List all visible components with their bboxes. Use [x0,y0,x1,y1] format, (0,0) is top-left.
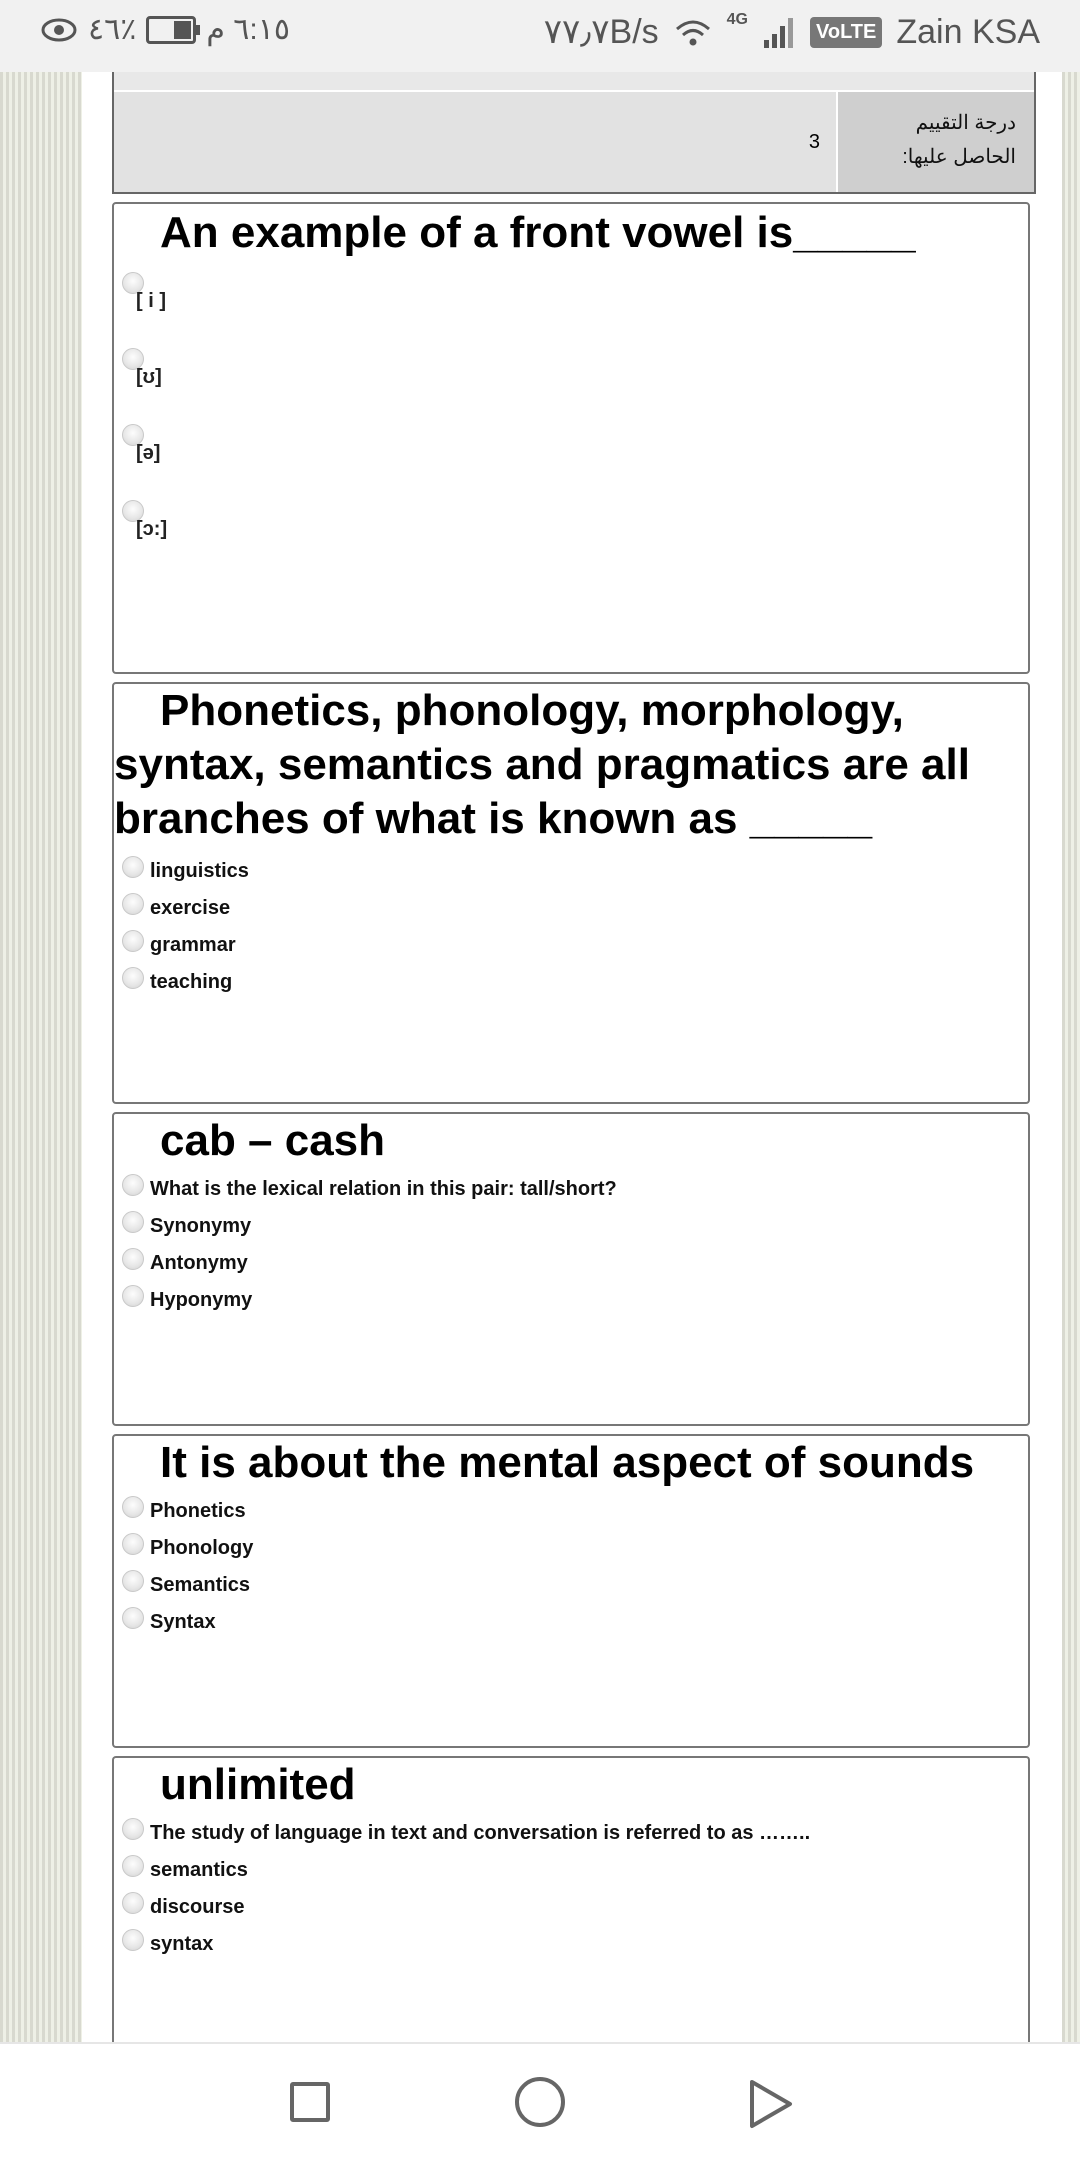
option-row[interactable] [114,893,1028,930]
left-decorative-stripe [0,72,82,2042]
question-card-4 [112,1434,1030,1748]
recent-apps-button[interactable] [290,2082,330,2122]
option-label: Syntax [150,1611,216,1633]
system-navigation-bar [0,2042,1080,2162]
option-label: semantics [150,1859,248,1881]
radio-button[interactable] [122,1211,144,1233]
option-row[interactable] [114,1570,1028,1607]
options-list [114,1174,1028,1322]
option-row[interactable] [114,930,1028,967]
eye-icon [40,17,78,43]
option-row[interactable] [114,1607,1028,1644]
status-bar [0,0,1080,72]
status-left [40,12,290,47]
option-label: [ʊ] [136,366,162,388]
radio-button[interactable] [122,1248,144,1270]
option-row[interactable] [114,1818,1028,1855]
grade-label: درجة التقييم الحاصل عليها: [836,92,1034,192]
option-row[interactable] [114,1285,1028,1322]
question-card-2 [112,682,1030,1104]
radio-button[interactable] [122,967,144,989]
home-button[interactable] [515,2077,565,2127]
right-decorative-stripe [1062,72,1080,2042]
status-right [544,12,1040,52]
radio-button[interactable] [122,1818,144,1840]
option-label: exercise [150,897,231,919]
option-label: Phonetics [150,1500,246,1522]
back-button[interactable] [748,2079,794,2129]
question-title: cab – cash [160,1116,386,1165]
question-title: It is about the mental aspect of sounds [160,1438,975,1487]
radio-button[interactable] [122,1855,144,1877]
option-row[interactable] [114,1496,1028,1533]
option-label: [ə] [136,442,161,464]
option-label: syntax [150,1933,214,1955]
question-card-3 [112,1112,1030,1426]
option-row[interactable] [114,1892,1028,1929]
radio-button[interactable] [122,1285,144,1307]
carrier-name: Zain KSA [896,12,1040,51]
volte-badge: VoLTE [810,17,882,48]
question-title: unlimited [160,1760,356,1809]
option-row[interactable] [114,424,1028,464]
option-label: [ɔ:] [136,518,168,540]
question-title: An example of a front vowel is_____ [160,208,916,257]
option-row[interactable] [114,1533,1028,1570]
grade-table [112,72,1036,194]
option-label: What is the lexical relation in this pair: tall/short? [150,1178,617,1200]
option-label: teaching [150,971,233,993]
radio-button[interactable] [122,1607,144,1629]
grade-value: 3 [808,130,820,153]
battery-icon [146,16,196,44]
option-label: Semantics [150,1574,251,1596]
option-row[interactable] [114,500,1028,540]
radio-button[interactable] [122,1174,144,1196]
radio-button[interactable] [122,1533,144,1555]
options-list [114,1818,1028,1966]
radio-button[interactable] [122,856,144,878]
battery-level: ٪٤٦ [88,13,137,46]
option-label: Synonymy [150,1215,252,1237]
radio-button[interactable] [122,930,144,952]
options-list [114,856,1028,1004]
option-row[interactable] [114,1248,1028,1285]
wifi-icon [673,15,713,49]
clock: ٦:١٥ م [206,13,290,46]
option-label: discourse [150,1896,245,1918]
question-card-1 [112,202,1030,674]
option-label: Phonology [150,1537,254,1559]
grade-table-top-row [114,72,1034,92]
option-label: Hyponymy [150,1289,253,1311]
grade-row [114,92,1034,192]
option-row[interactable] [114,348,1028,388]
options-list [114,1496,1028,1644]
radio-button[interactable] [122,1570,144,1592]
option-row[interactable] [114,1174,1028,1211]
option-label: linguistics [150,860,249,882]
option-label: The study of language in text and conversation is referred to as …….. [150,1822,811,1844]
radio-button[interactable] [122,1892,144,1914]
option-row[interactable] [114,1211,1028,1248]
quiz-page [0,72,1080,2042]
signal-icon [762,16,796,48]
option-label: [ i ] [136,290,166,312]
option-label: grammar [150,934,236,956]
option-row[interactable] [114,856,1028,893]
option-row[interactable] [114,1855,1028,1892]
network-type: 4G [726,11,748,28]
option-row[interactable] [114,272,1028,312]
radio-button[interactable] [122,1929,144,1951]
option-label: Antonymy [150,1252,248,1274]
option-row[interactable] [114,1929,1028,1966]
radio-button[interactable] [122,1496,144,1518]
option-row[interactable] [114,967,1028,1004]
question-card-5 [112,1756,1030,2056]
network-speed: ٧٧٫٧B/s [543,13,659,51]
question-title: Phonetics, phonology, morphology, syntax, semantics and pragmatics are all branches of what is known as _____ [114,686,970,843]
radio-button[interactable] [122,893,144,915]
